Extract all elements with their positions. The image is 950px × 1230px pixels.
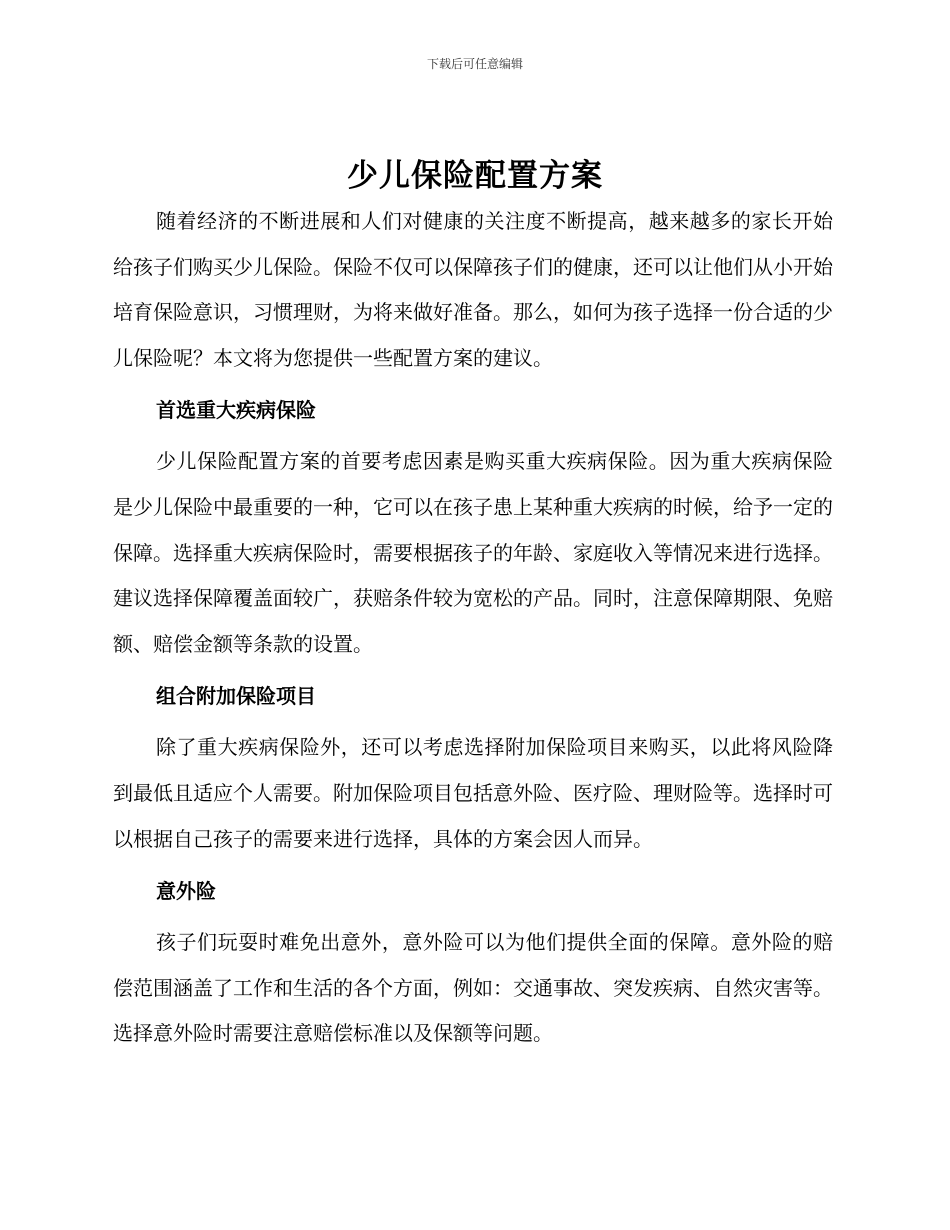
section-additional-insurance [113, 667, 833, 862]
section-critical-illness [113, 381, 833, 667]
intro-paragraph: 随着经济的不断进展和人们对健康的关注度不断提高，越来越多的家长开始给孩子们购买少儿保险。保险不仅可以保障孩子们的健康，还可以让他们从小开始培育保险意识，习惯理财，为将来做好准备。那么，如何为孩子选择一份合适的少儿保险呢？本文将为您提供一些配置方案的建议。 [113, 209, 833, 370]
section-paragraph: 孩子们玩耍时难免出意外，意外险可以为他们提供全面的保障。意外险的赔偿范围涵盖了工作和生活的各个方面，例如：交通事故、突发疾病、自然灾害等。选择意外险时需要注意赔偿标准以及保额等问题。 [113, 930, 833, 1046]
document-body [113, 199, 833, 1057]
section-heading: 组合附加保险项目 [156, 684, 316, 709]
section-heading: 首选重大疾病保险 [156, 398, 316, 423]
section-heading: 意外险 [156, 879, 216, 904]
page-title: 少儿保险配置方案 [347, 158, 603, 194]
header-note: 下载后可任意编辑 [426, 57, 523, 71]
section-accident-insurance [113, 862, 833, 1057]
section-paragraph: 少儿保险配置方案的首要考虑因素是购买重大疾病保险。因为重大疾病保险是少儿保险中最重要的一种，它可以在孩子患上某种重大疾病的时候，给予一定的保障。选择重大疾病保险时，需要根据孩子的年龄、家庭收入等情况来进行选择。建议选择保障覆盖面较广，获赔条件较为宽松的产品。同时，注意保障期限、免赔额、赔偿金额等条款的设置。 [113, 449, 833, 656]
section-paragraph: 除了重大疾病保险外，还可以考虑选择附加保险项目来购买，以此将风险降到最低且适应个人需要。附加保险项目包括意外险、医疗险、理财险等。选择时可以根据自己孩子的需要来进行选择，具体的方案会因人而异。 [113, 735, 833, 851]
